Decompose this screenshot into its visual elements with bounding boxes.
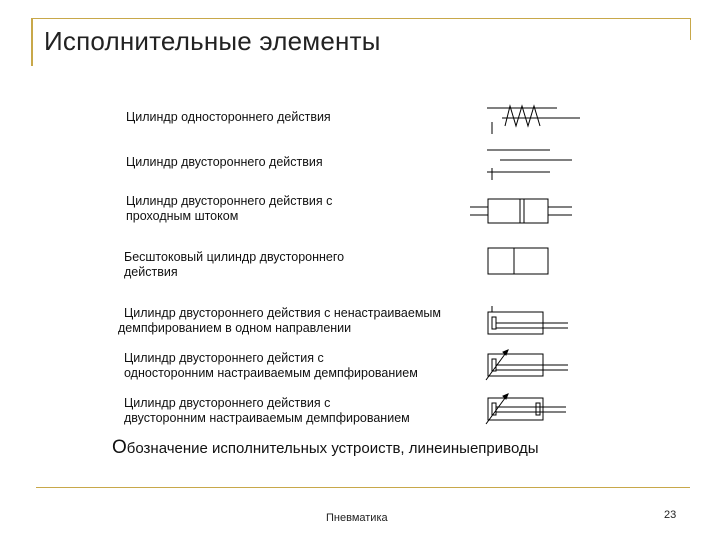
label-line: Цилиндр двустороннего дейстия с: [124, 351, 324, 365]
label-line: Цилиндр двустороннего действия с: [124, 396, 331, 410]
label-line: Цилиндр двустороннего действия с ненастраиваемым: [124, 306, 441, 320]
slide-title: Исполнительные элементы: [44, 26, 381, 56]
page-number: 23: [664, 509, 677, 521]
label-line: Бесштоковый цилиндр двустороннего: [124, 250, 345, 264]
double-acting-cylinder-symbol: [487, 150, 572, 180]
label-line: Цилиндр одностороннего действия: [126, 110, 331, 124]
label-line: проходным штоком: [126, 209, 239, 223]
single-acting-cylinder-symbol: [487, 106, 580, 134]
two-side-adjustable-cushion-cylinder-symbol: [486, 394, 566, 424]
label-line: односторонним настраиваемым демпфированием: [124, 366, 418, 380]
label-line: Цилиндр двустороннего действия: [126, 155, 323, 169]
caption-first-letter: О: [112, 437, 127, 458]
label-line: двусторонним настраиваемым демпфированием: [124, 411, 410, 425]
label-line: демпфированием в одном направлении: [118, 321, 352, 335]
rodless-cylinder-symbol: [488, 248, 548, 274]
label-line: действия: [124, 265, 178, 279]
fixed-cushion-cylinder-symbol: [488, 306, 568, 334]
caption-text: бозначение исполнительных устроиств, линеиныеприводы: [126, 440, 539, 457]
footer-line: [36, 487, 690, 488]
one-side-adjustable-cushion-cylinder-symbol: [486, 350, 568, 380]
slide-caption: [112, 437, 539, 459]
through-rod-cylinder-symbol: [470, 199, 572, 223]
footer-text: Пневматика: [326, 512, 388, 524]
label-line: Цилиндр двустороннего действия с: [126, 194, 333, 208]
